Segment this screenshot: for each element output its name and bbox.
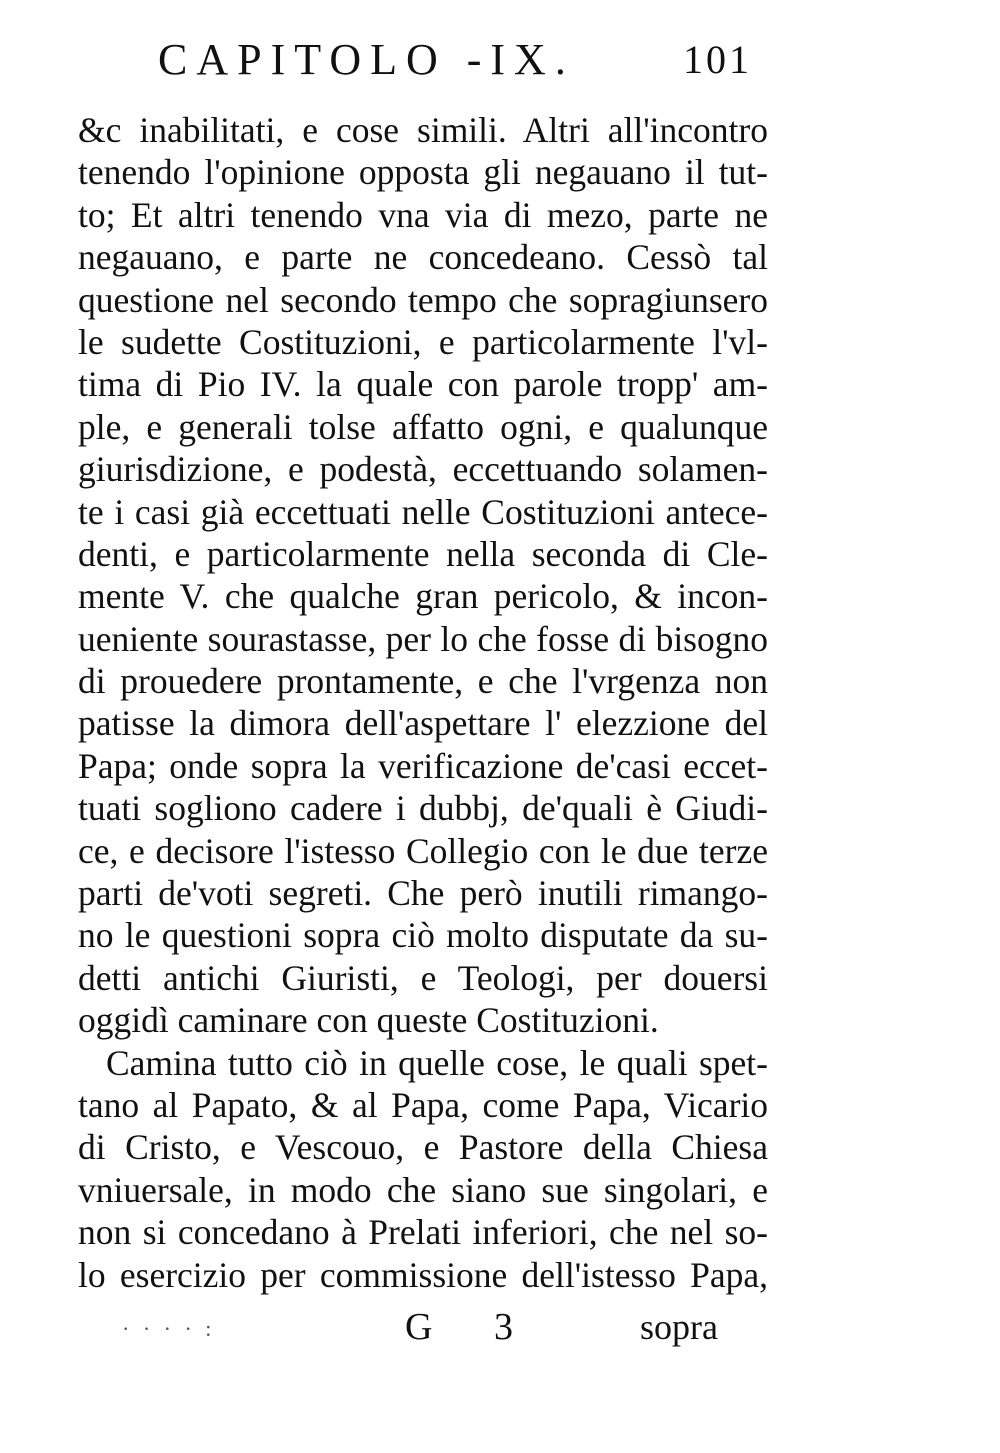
text-line: tuati sogliono cadere i dubbj, de'quali è Giudi- bbox=[78, 788, 768, 829]
text-line: questione nel secondo tempo che sopragiunsero bbox=[78, 279, 768, 320]
text-line: patisse la dimora dell'aspettare l' elezzione del bbox=[78, 703, 768, 744]
text-line: detti antichi Giuristi, e Teologi, per douersi bbox=[78, 957, 768, 998]
ink-specks: · · · · : bbox=[122, 1316, 216, 1341]
text-line: &c inabilitati, e cose simili. Altri all'incontro bbox=[78, 110, 768, 150]
text-line: parti de'voti segreti. Che però inutili rimango- bbox=[78, 873, 768, 914]
text-line: ple, e generali tolse affatto ogni, e qualunque bbox=[78, 406, 768, 447]
text-line: le sudette Costituzioni, e particolarmente l'vl- bbox=[78, 321, 768, 362]
body-text bbox=[78, 109, 768, 1296]
paragraph-start-line: Camina tutto ciò in quelle cose, le quali spet- bbox=[106, 1042, 768, 1083]
running-title: CAPITOLO -IX. bbox=[158, 35, 575, 84]
text-line: oggidì caminare con queste Costituzioni. bbox=[78, 1000, 659, 1041]
text-line: giurisdizione, e podestà, eccettuando solamen- bbox=[78, 449, 768, 490]
text-line: denti, e particolarmente nella seconda di Cle- bbox=[78, 533, 768, 574]
text-line: di prouedere prontamente, e che l'vrgenza non bbox=[78, 661, 768, 702]
text-line: di Cristo, e Vescouo, e Pastore della Chiesa bbox=[78, 1127, 768, 1168]
text-line: tano al Papato, & al Papa, come Papa, Vicario bbox=[78, 1084, 768, 1125]
text-line: ueniente sourastasse, per lo che fosse di bisogno bbox=[78, 618, 768, 659]
signature-mark: G 3 bbox=[405, 1306, 539, 1348]
page-number: 101 bbox=[683, 37, 752, 82]
text-line: tenendo l'opinione opposta gli negauano il tut- bbox=[78, 152, 768, 193]
page-footer bbox=[0, 1302, 1000, 1352]
text-line: lo esercizio per commissione dell'istesso Papa, bbox=[78, 1254, 768, 1295]
text-line: to; Et altri tenendo vna via di mezo, parte ne bbox=[78, 194, 768, 235]
text-line: Papa; onde sopra la verificazione de'casi eccet- bbox=[78, 745, 768, 786]
text-line: te i casi già eccettuati nelle Costituzioni antece- bbox=[78, 491, 768, 532]
text-line: tima di Pio IV. la quale con parole tropp' am- bbox=[78, 364, 768, 405]
running-head bbox=[0, 30, 1000, 90]
text-line: negauano, e parte ne concedeano. Cessò tal bbox=[78, 237, 768, 278]
text-line: non si concedano à Prelati inferiori, che nel so- bbox=[78, 1212, 768, 1253]
text-line: no le questioni sopra ciò molto disputate da su- bbox=[78, 915, 768, 956]
text-line: ce, e decisore l'istesso Collegio con le due terze bbox=[78, 830, 768, 871]
text-line: vniuersale, in modo che siano sue singolari, e bbox=[78, 1169, 768, 1210]
text-line: mente V. che qualche gran pericolo, & incon- bbox=[78, 576, 768, 617]
catchword: sopra bbox=[640, 1307, 718, 1347]
